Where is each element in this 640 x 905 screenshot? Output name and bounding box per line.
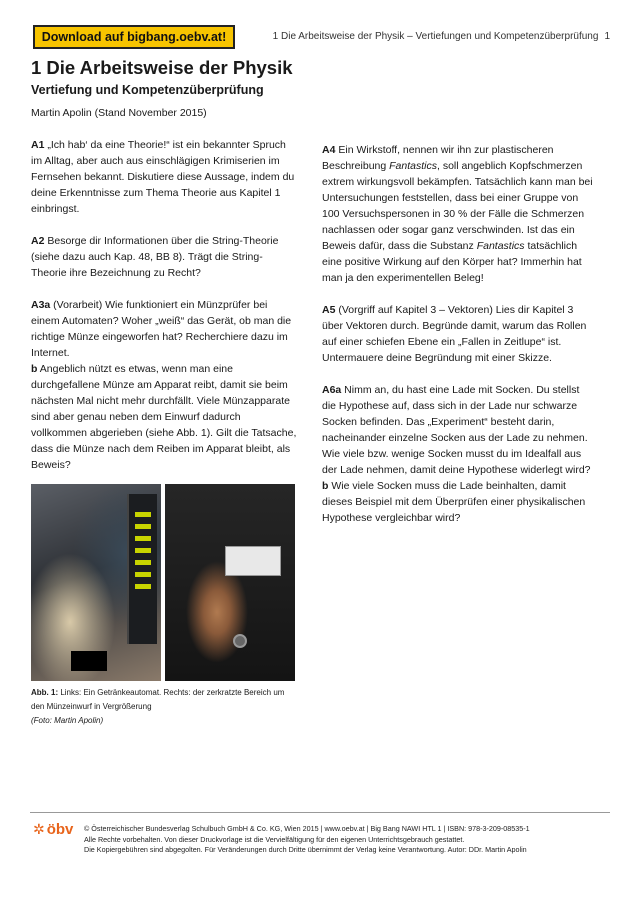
footer-divider xyxy=(30,812,610,813)
figure-caption xyxy=(31,686,299,728)
task-a2 xyxy=(31,233,297,281)
task-a6 xyxy=(322,382,594,526)
button-panel xyxy=(127,494,157,644)
right-column xyxy=(322,142,594,542)
task-a3a-label: A3a xyxy=(31,299,51,311)
caption-text: Links: Ein Getränkeautomat. Rechts: der zerkratzte Bereich um den Münzeinwurf in Vergrößerung xyxy=(31,688,285,711)
task-a3b-text: Angeblich nützt es etwas, wenn man eine durchgefallene Münze am Apparat reibt, damit sie beim nächsten Mal nicht mehr durchfällt. Viele Münzapparate sind aber genau neben dem Einwurf dadurch vollkommen abgerieben (siehe Abb. 1). Gilt die Tatsache, dass die Münze nach dem Reiben im Apparat bleibt, als Beweis? xyxy=(31,363,297,471)
task-a6a-label: A6a xyxy=(322,384,342,396)
download-link-button[interactable]: Download auf bigbang.oebv.at! xyxy=(33,25,235,49)
page-title: 1 Die Arbeitsweise der Physik xyxy=(31,57,293,78)
task-a4-text-2: , soll angeblich Kopfschmerzen extrem wirkungsvoll bekämpfen. Tatsächlich kann man bei Untersuchungen feststellen, dass bei einer Gruppe von 100 Versuchspersonen in 30 % der Fälle die Schmerzen nachlassen oder sogar ganz verschwinden. Ist das ein Beweis dafür, dass die Substanz xyxy=(322,160,593,252)
task-a3a-text: (Vorarbeit) Wie funktioniert ein Münzprüfer bei einem Automaten? Woher „weiß“ das Gerät, ob man die richtige Münze eingeworfen hat? Recherchiere dazu im Internet. xyxy=(31,299,292,359)
left-column xyxy=(31,137,297,489)
photo-credit: (Foto: Martin Apolin) xyxy=(31,716,104,725)
task-a6b-label: b xyxy=(322,480,329,492)
footer-line-1: © Österreichischer Bundesverlag Schulbuch GmbH & Co. KG, Wien 2015 | www.oebv.at | Big Bang NAWI HTL 1 | ISBN: 978-3-209-08535-1 xyxy=(84,824,530,833)
task-a4-italic-1: Fantastics xyxy=(389,160,437,172)
task-a6a-text: Nimm an, du hast eine Lade mit Socken. Du stellst die Hypothese auf, dass sich in der Lade nur schwarze Socken befinden. Das „Experiment“ besteht darin, nacheinander einzelne Socken aus der Lade zu nehmen. Wie viele bzw. wenige Socken musst du im Idealfall aus der Lade nehmen, damit deine Hypothese widerlegt wird? xyxy=(322,384,591,476)
task-a1-text: „Ich hab‘ da eine Theorie!“ ist ein bekannter Spruch im Alltag, aber auch aus einschlägigen Krimiserien im Fernsehen bekannt. Diskutiere diese Aussage, indem du deine Erkenntnisse zum Thema Theorie aus Kapitel 1 einbringst. xyxy=(31,139,295,215)
running-title: 1 Die Arbeitsweise der Physik – Vertiefungen und Kompetenzüberprüfung xyxy=(272,31,599,42)
task-a5-label: A5 xyxy=(322,304,336,316)
author-line: Martin Apolin (Stand November 2015) xyxy=(31,107,207,119)
task-a4-label: A4 xyxy=(322,144,336,156)
task-a6b xyxy=(322,478,594,526)
task-a1 xyxy=(31,137,297,217)
redaction-box xyxy=(71,651,107,671)
task-a5 xyxy=(322,302,594,366)
footer-line-3: Die Kopiergebühren sind abgegolten. Für Veränderungen durch Dritte übernimmt der Verlag keine Verantwortung. Autor: DDr. Martin Apolin xyxy=(84,845,527,854)
task-a2-label: A2 xyxy=(31,235,45,247)
task-a6b-text: Wie viele Socken muss die Lade beinhalten, damit dieses Beispiel mit dem Überprüfen einer physikalischen Hypothese vergleichbar wird? xyxy=(322,480,586,524)
task-a2-text: Besorge dir Informationen über die String-Theorie (siehe dazu auch Kap. 48, BB 8). Trägt die String-Theorie ihre Bezeichnung zu Recht? xyxy=(31,235,279,279)
page-subtitle: Vertiefung und Kompetenzüberprüfung xyxy=(31,83,264,97)
price-label xyxy=(225,546,281,576)
task-a3b-label: b xyxy=(31,363,38,375)
task-a4-italic-2: Fantastics xyxy=(476,240,525,252)
task-a3 xyxy=(31,297,297,473)
scratched-coin-slot-photo xyxy=(165,484,295,681)
task-a5-text: (Vorgriff auf Kapitel 3 – Vektoren) Lies dir Kapitel 3 über Vektoren durch. Begründe damit, warum das Rollen auf einer schiefen Ebene ein „Fallen in Zeitlupe“ ist. Untermauere deine Begründung mit einer Skizze. xyxy=(322,304,587,364)
running-header xyxy=(273,31,610,42)
task-a4-text-3: tatsächlich eine positive Wirkung auf den Körper hat? Immerhin hat man ja den experimentellen Beleg! xyxy=(322,240,582,284)
footer-line-2: Alle Rechte vorbehalten. Von dieser Druckvorlage ist die Vervielfältigung für den eigenen Unterrichtsgebrauch gestattet. xyxy=(84,834,465,844)
task-a3b xyxy=(31,361,297,473)
oebv-logo-text: öbv xyxy=(46,821,74,838)
page-number: 1 xyxy=(604,31,610,42)
task-a4-text-1: Ein Wirkstoff, nennen wir ihn zur plastischeren Beschreibung xyxy=(322,144,554,172)
task-a4 xyxy=(322,142,594,286)
footer-text xyxy=(84,824,614,856)
coin-slot-icon xyxy=(233,634,247,648)
oebv-logo-icon: ✲ xyxy=(33,821,45,837)
task-a1-label: A1 xyxy=(31,139,45,151)
caption-label: Abb. 1: xyxy=(31,688,59,697)
vending-machine-photo xyxy=(31,484,161,681)
figure-photos xyxy=(31,484,295,681)
oebv-logo xyxy=(33,821,73,838)
